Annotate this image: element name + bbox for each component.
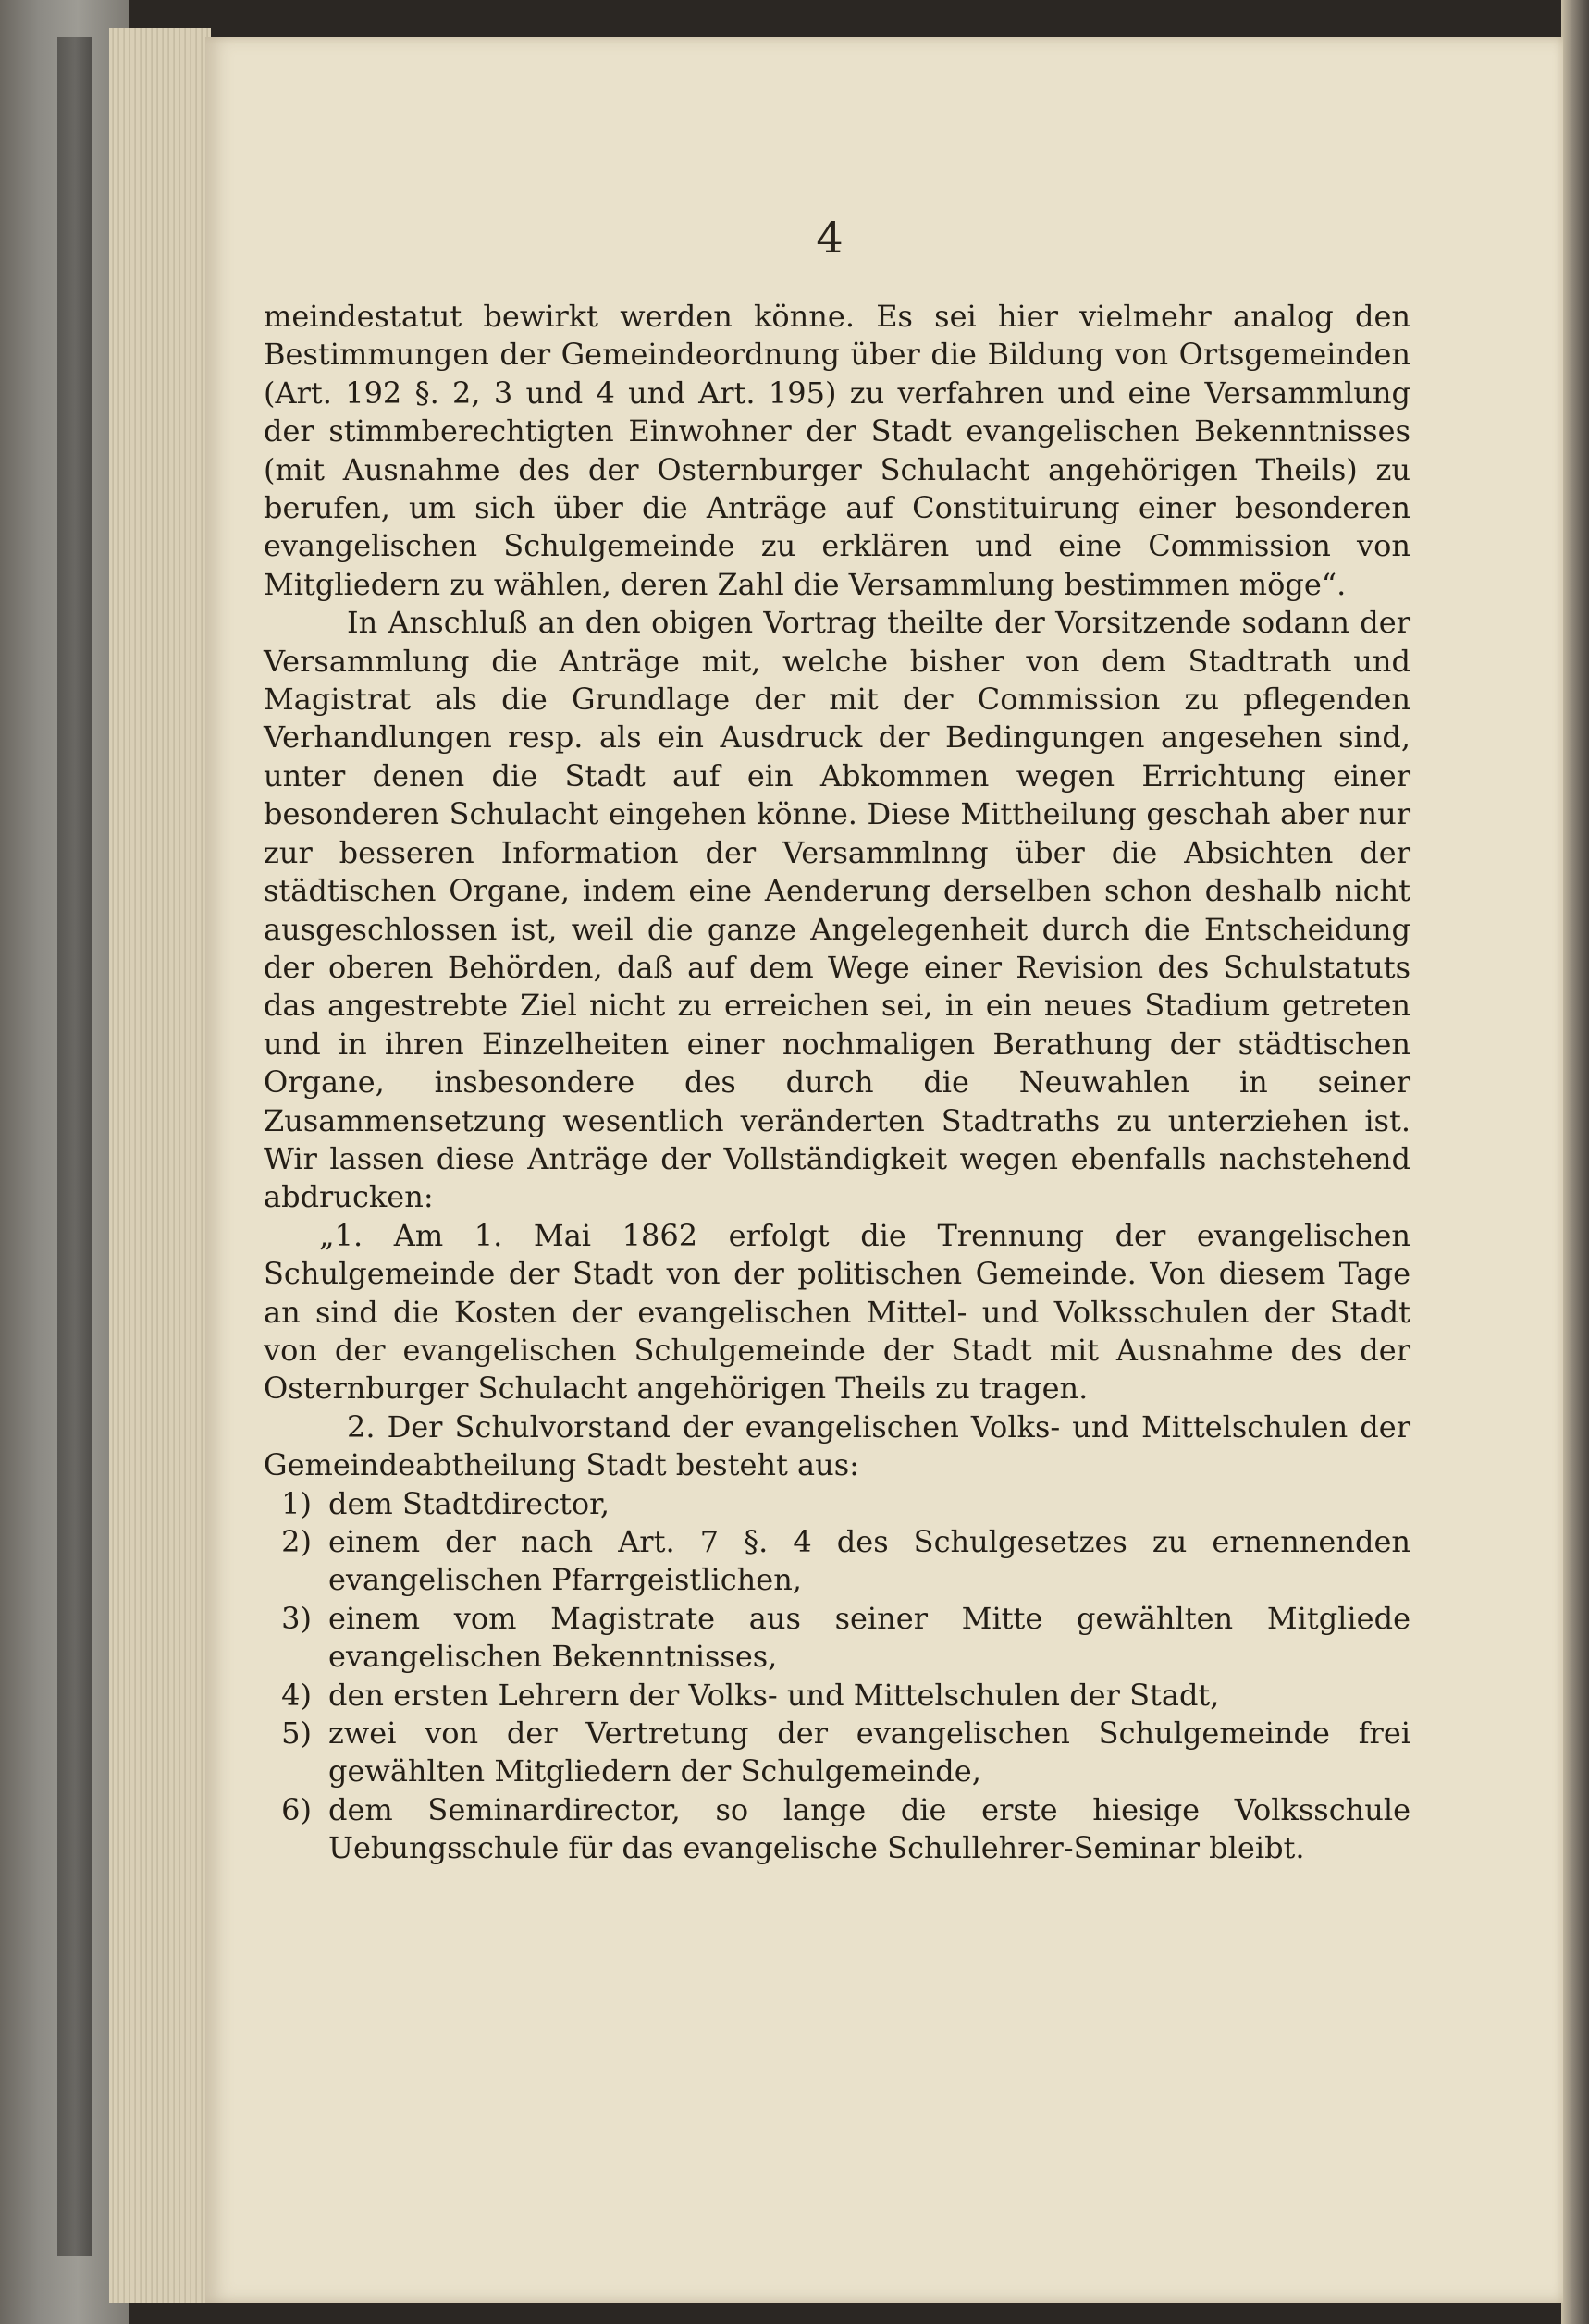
list-item-text: einem der nach Art. 7 §. 4 des Schulgesetzes zu ernennenden evangelischen Pfarrgeistlichen, (328, 1524, 1410, 1598)
paragraph-anschluss: In Anschluß an den obigen Vortrag theilte der Vorsitzende sodann der Versammlung die Anträge mit, welche bisher von dem Stadtrath und Magistrat als die Grundlage der mit der Commission zu pflegenden Verhandlungen resp. als ein Ausdruck der Bedingungen angesehen sind, unter denen die Stadt auf ein Abkommen wegen Errichtung einer besonderen Schulacht eingehen könne. Diese Mittheilung geschah aber nur zur besseren Information der Versammlnng über die Absichten der städtischen Organe, indem eine Aenderung derselben schon deshalb nicht ausgeschlossen ist, weil die ganze Angelegenheit durch die Entscheidung der oberen Behörden, daß auf dem Wege einer Revision des Schulstatuts das angestrebte Ziel nicht zu erreichen sei, in ein neues Stadium getreten und in ihren Einzelheiten einer nochmaligen Berathung der städtischen Organe, insbesondere des durch die Neuwahlen in seiner Zusammensetzung wesentlich veränderten Stadtraths zu unterziehen ist. Wir lassen diese Anträge der Vollständigkeit wegen ebenfalls nachstehend abdrucken: (264, 605, 1410, 1215)
list-item-number: 6) (281, 1791, 312, 1827)
list-item (264, 1523, 1410, 1600)
list-item-number: 4) (281, 1677, 312, 1713)
paragraph-antrag-2: 2. Der Schulvorstand der evangelischen Volks- und Mittelschulen der Gemeindeabtheilung Stadt besteht aus: (264, 1408, 1410, 1483)
list-item (264, 1485, 1410, 1523)
list-item-number: 2) (281, 1524, 312, 1559)
list-item-text: dem Stadtdirector, (328, 1485, 610, 1521)
list-item (264, 1677, 1410, 1715)
list-item (264, 1600, 1410, 1677)
list-item-number: 3) (281, 1600, 312, 1636)
paragraph-antrag-1: „1. Am 1. Mai 1862 erfolgt die Trennung der evangelischen Schulgemeinde der Stadt von der politischen Gemeinde. Von diesem Tage an sind die Kosten der evangelischen Mittel- und Volksschulen der Stadt von der evangelischen Schulgemeinde der Stadt mit Ausnahme des der Osternburger Schulacht angehörigen Theils zu tragen. (264, 1217, 1410, 1407)
paragraph-continuation: meindestatut bewirkt werden könne. Es sei hier vielmehr analog den Bestimmungen der Gemeindeordnung über die Bildung von Ortsgemeinden (Art. 192 §. 2, 3 und 4 und Art. 195) zu verfahren und eine Versammlung der stimmberechtigten Einwohner der Stadt evangelischen Bekenntnisses (mit Ausnahme des der Osternburger Schulacht angehörigen Theils) zu berufen, um sich über die Anträge auf Constituirung einer besonderen evangelischen Schulgemeinde zu erklären und eine Commission von Mitgliedern zu wählen, deren Zahl die Versammlung bestimmen möge“. (264, 299, 1410, 602)
right-page-edge (1561, 0, 1589, 2324)
list-item-number: 5) (281, 1715, 312, 1752)
page-text (264, 298, 1410, 1868)
cover-binding-stripe (57, 37, 92, 2256)
list-item-number: 1) (281, 1485, 312, 1521)
list-item-text: den ersten Lehrern der Volks- und Mittelschulen der Stadt, (328, 1677, 1220, 1713)
list-item (264, 1791, 1410, 1868)
list-item-text: zwei von der Vertretung der evangelischen Schulgemeinde frei gewählten Mitgliedern der Schulgemeinde, (328, 1715, 1410, 1789)
list-item-text: einem vom Magistrate aus seiner Mitte gewählten Mitgliede evangelischen Bekenntnisses, (328, 1600, 1410, 1675)
list-item-text: dem Seminardirector, so lange die erste hiesige Volksschule Uebungsschule für das evangelische Schullehrer-Seminar bleibt. (328, 1791, 1410, 1866)
page-edges (109, 28, 211, 2303)
list-item (264, 1715, 1410, 1791)
page-number: 4 (816, 213, 844, 263)
